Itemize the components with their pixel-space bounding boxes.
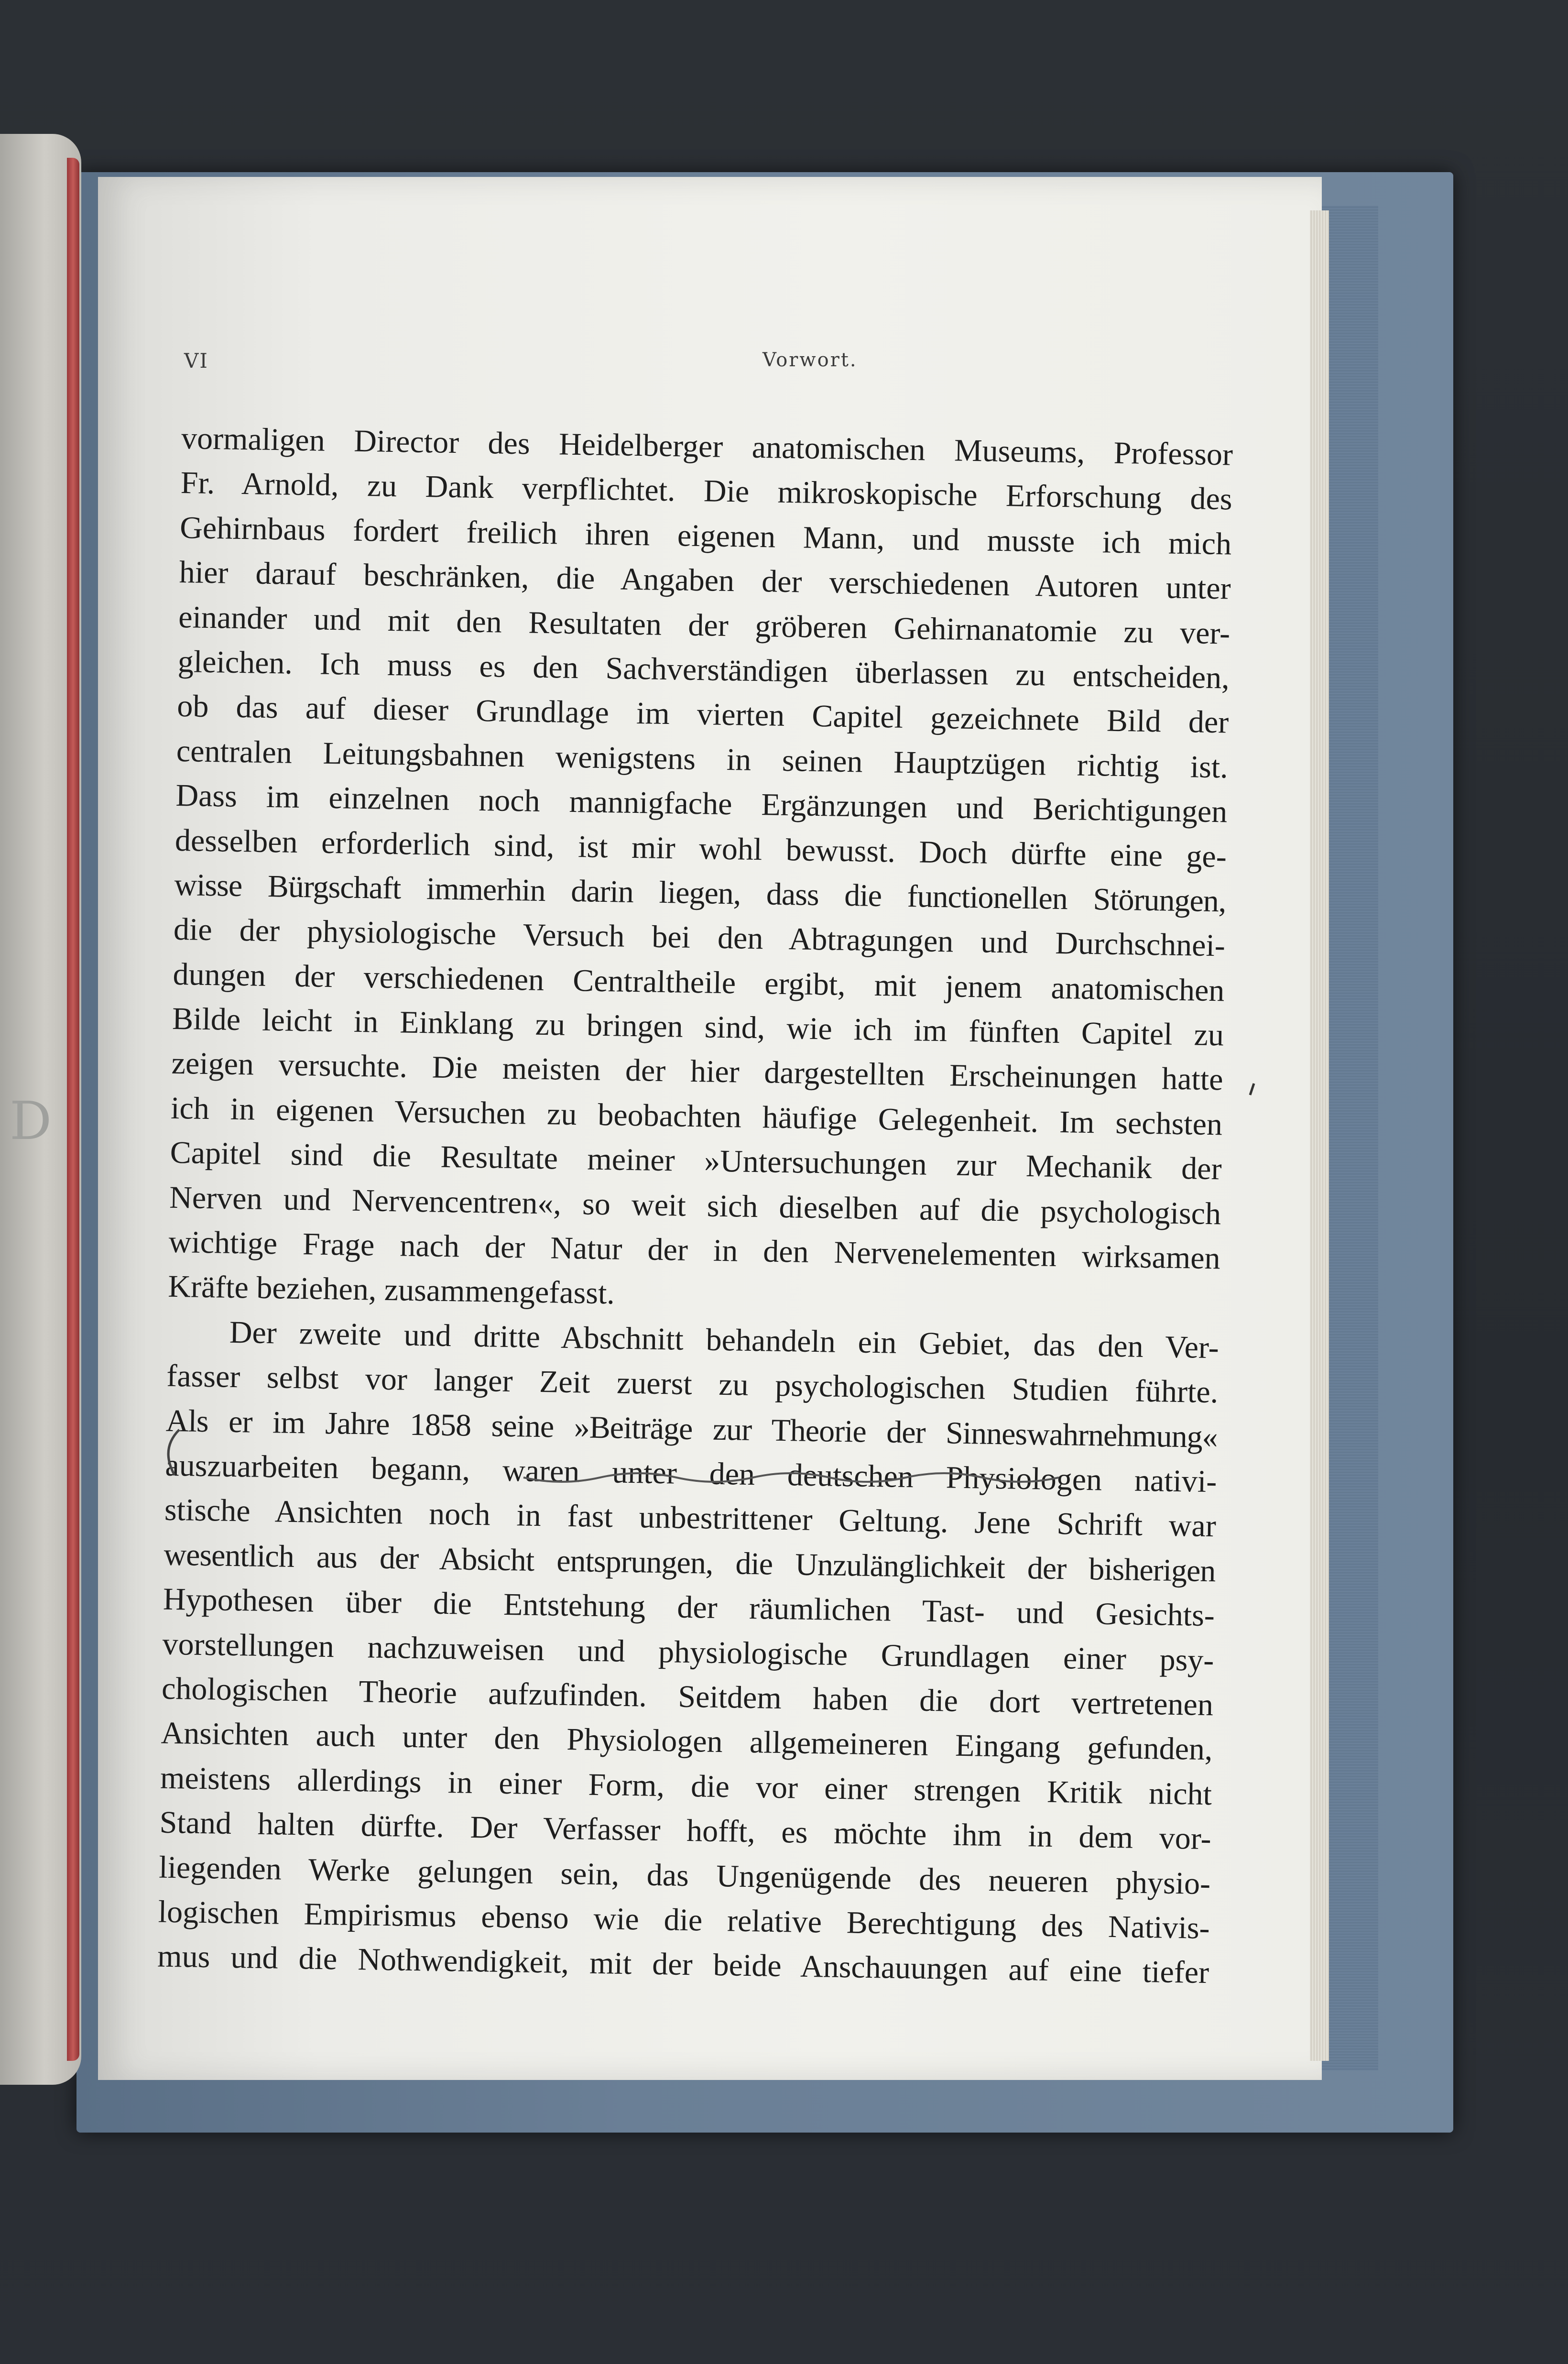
text-line: meistens allerdings in einer Form, die vor einer strengen Kritik nicht (160, 1760, 1212, 1812)
page-stack-edge (1310, 210, 1329, 2061)
text-line: hier darauf beschränken, die Angaben der verschiedenen Autoren unter (179, 555, 1231, 606)
text-line: wisse Bürgschaft immerhin darin liegen, dass die functionellen Störungen, (174, 867, 1226, 919)
text-line: vorstellungen nachzuweisen und physiologische Grundlagen einer psy- (162, 1626, 1214, 1678)
text-line: dungen der verschiedenen Centraltheile ergibt, mit jenem anatomischen (173, 956, 1225, 1008)
text-line: Als er im Jahre 1858 seine »Beiträge zur Theorie der Sinneswahrnehmung« (165, 1403, 1218, 1455)
text-line: Gehirnbaus fordert freilich ihren eigenen Mann, und musste ich mich (179, 510, 1232, 562)
text-line: vormaligen Director des Heidelberger anatomischen Museums, Professor (181, 420, 1233, 472)
text-line: mus und die Nothwendigkeit, mit der beide Anschauungen auf eine tiefer (157, 1938, 1209, 1991)
text-line: chologischen Theorie aufzufinden. Seitdem haben die dort vertretenen (161, 1671, 1214, 1723)
text-line: Dass im einzelnen noch mannigfache Ergänzungen und Berichtigungen (175, 778, 1228, 830)
book-page (98, 177, 1322, 2080)
text-line: wesentlich aus der Absicht entsprungen, die Unzulänglichkeit der bisherigen (163, 1537, 1216, 1589)
text-line: centralen Leitungsbahnen wenigstens in seinen Hauptzügen richtig ist. (176, 733, 1229, 785)
text-line: ich in eigenen Versuchen zu beobachten häufige Gelegenheit. Im sechsten (170, 1090, 1223, 1142)
text-line: Kräfte beziehen, zusammengefasst. (167, 1269, 615, 1311)
text-line: einander und mit den Resultaten der gröberen Gehirnanatomie zu ver- (178, 599, 1230, 651)
text-line: stische Ansichten noch in fast unbestrittener Geltung. Jene Schrift war (164, 1492, 1217, 1544)
text-line: zeigen versuchte. Die meisten der hier dargestellten Erscheinungen hatte (171, 1046, 1224, 1097)
left-page-red-edge (67, 158, 79, 2061)
page-number: VI (184, 349, 208, 372)
body-text (157, 416, 1233, 1995)
text-line: Nerven und Nervencentren«, so weit sich dieselben auf die psychologisch (169, 1180, 1221, 1231)
text-line: Capitel sind die Resultate meiner »Untersuchungen zur Mechanik der (170, 1135, 1222, 1187)
text-line: ob das auf dieser Grundlage im vierten Capitel gezeichnete Bild der (176, 689, 1229, 740)
text-line: desselben erforderlich sind, ist mir wohl bewusst. Doch dürfte eine ge- (174, 822, 1227, 874)
text-line: Fr. Arnold, zu Dank verpflichtet. Die mikroskopische Erforschung des (180, 465, 1233, 517)
text-line: Stand halten dürfte. Der Verfasser hofft, es möchte ihm in dem vor- (159, 1805, 1212, 1857)
text-line: Bilde leicht in Einklang zu bringen sind, wie ich im fünften Capitel zu (172, 1001, 1224, 1053)
text-line: wichtige Frage nach der Natur der in den Nervenelementen wirksamen (168, 1224, 1221, 1276)
left-page-letter: D (10, 1090, 52, 1151)
pencil-tick-mark (1250, 1084, 1254, 1095)
text-line: die der physiologische Versuch bei den Abtragungen und Durchschnei- (173, 912, 1226, 963)
text-line: fasser selbst vor langer Zeit zuerst zu psychologischen Studien führte. (166, 1358, 1219, 1410)
text-line: Der zweite und dritte Abschnitt behandeln ein Gebiet, das den Ver- (229, 1314, 1220, 1366)
running-head (184, 349, 1264, 387)
text-line: liegenden Werke gelungen sein, das Ungenügende des neueren physio- (158, 1850, 1211, 1901)
text-line: gleichen. Ich muss es den Sachverständigen überlassen zu entscheiden, (177, 644, 1230, 696)
text-line: logischen Empirismus ebenso wie die relative Berechtigung des Nativis- (158, 1894, 1210, 1946)
text-line: Hypothesen über die Entstehung der räumlichen Tast- und Gesichts- (163, 1581, 1215, 1633)
text-line: Ansichten auch unter den Physiologen allgemeineren Eingang gefunden, (161, 1715, 1213, 1767)
text-line: auszuarbeiten begann, waren unter den deutschen Physiologen nativi- (164, 1447, 1217, 1499)
running-head-title: Vorwort. (762, 349, 858, 371)
